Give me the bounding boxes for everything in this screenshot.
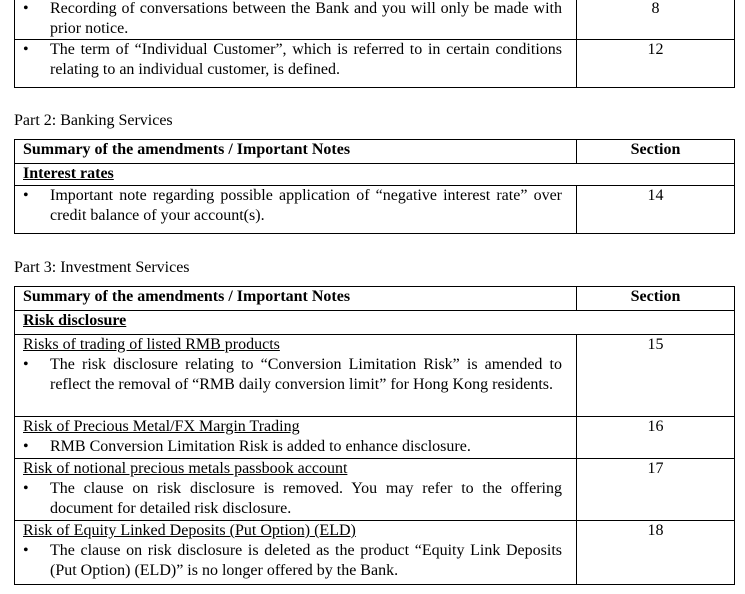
bullet: • bbox=[23, 438, 29, 455]
section-number: 12 bbox=[577, 40, 735, 88]
bullet: • bbox=[23, 480, 29, 497]
table-row bbox=[15, 417, 735, 459]
bullet: • bbox=[23, 542, 29, 559]
table-row bbox=[15, 0, 735, 40]
table-row bbox=[15, 186, 735, 234]
section-number: 18 bbox=[577, 521, 735, 585]
row-text: The term of “Individual Customer”, which is referred to in certain conditions relating to an individual customer, is defined. bbox=[50, 41, 562, 78]
section-header: Section bbox=[577, 140, 735, 164]
section-header: Section bbox=[577, 287, 735, 311]
group-title: Risk disclosure bbox=[15, 311, 735, 335]
group-title: Interest rates bbox=[15, 164, 735, 186]
part1-table bbox=[14, 0, 735, 88]
summary-header: Summary of the amendments / Important Notes bbox=[15, 287, 577, 311]
section-number: 14 bbox=[577, 186, 735, 234]
group-row bbox=[15, 164, 735, 186]
summary-header: Summary of the amendments / Important Notes bbox=[15, 140, 577, 164]
section-number: 15 bbox=[577, 335, 735, 417]
table-row bbox=[15, 40, 735, 88]
section-number: 16 bbox=[577, 417, 735, 459]
row-text: The clause on risk disclosure is removed. You may refer to the offering document for detailed risk disclosure. bbox=[50, 480, 562, 517]
bullet: • bbox=[23, 0, 29, 17]
section-number: 8 bbox=[577, 0, 735, 40]
table-header-row bbox=[15, 287, 735, 311]
row-title: Risks of trading of listed RMB products bbox=[23, 336, 280, 353]
row-title: Risk of Equity Linked Deposits (Put Option) (ELD) bbox=[23, 522, 356, 539]
row-text: The risk disclosure relating to “Conversion Limitation Risk” is amended to reflect the removal of “RMB daily conversion limit” for Hong Kong residents. bbox=[50, 356, 562, 393]
table-row bbox=[15, 335, 735, 417]
part3-caption: Part 3: Investment Services bbox=[14, 259, 190, 276]
row-text: RMB Conversion Limitation Risk is added to enhance disclosure. bbox=[50, 438, 471, 455]
table-row bbox=[15, 521, 735, 585]
table-header-row bbox=[15, 140, 735, 164]
row-title: Risk of Precious Metal/FX Margin Trading bbox=[23, 418, 300, 435]
section-number: 17 bbox=[577, 459, 735, 521]
row-text: Recording of conversations between the Bank and you will only be made with prior notice. bbox=[50, 0, 562, 37]
bullet: • bbox=[23, 41, 29, 58]
bullet: • bbox=[23, 187, 29, 204]
part2-table bbox=[14, 139, 735, 234]
row-title: Risk of notional precious metals passbook account bbox=[23, 460, 348, 477]
group-row bbox=[15, 311, 735, 335]
part2-caption: Part 2: Banking Services bbox=[14, 112, 173, 129]
row-text: The clause on risk disclosure is deleted as the product “Equity Link Deposits (Put Option) (ELD)” is no longer offered by the Bank. bbox=[50, 542, 562, 579]
bullet: • bbox=[23, 356, 29, 373]
part3-table bbox=[14, 286, 735, 585]
row-text: Important note regarding possible application of “negative interest rate” over credit balance of your account(s). bbox=[50, 187, 562, 224]
table-row bbox=[15, 459, 735, 521]
